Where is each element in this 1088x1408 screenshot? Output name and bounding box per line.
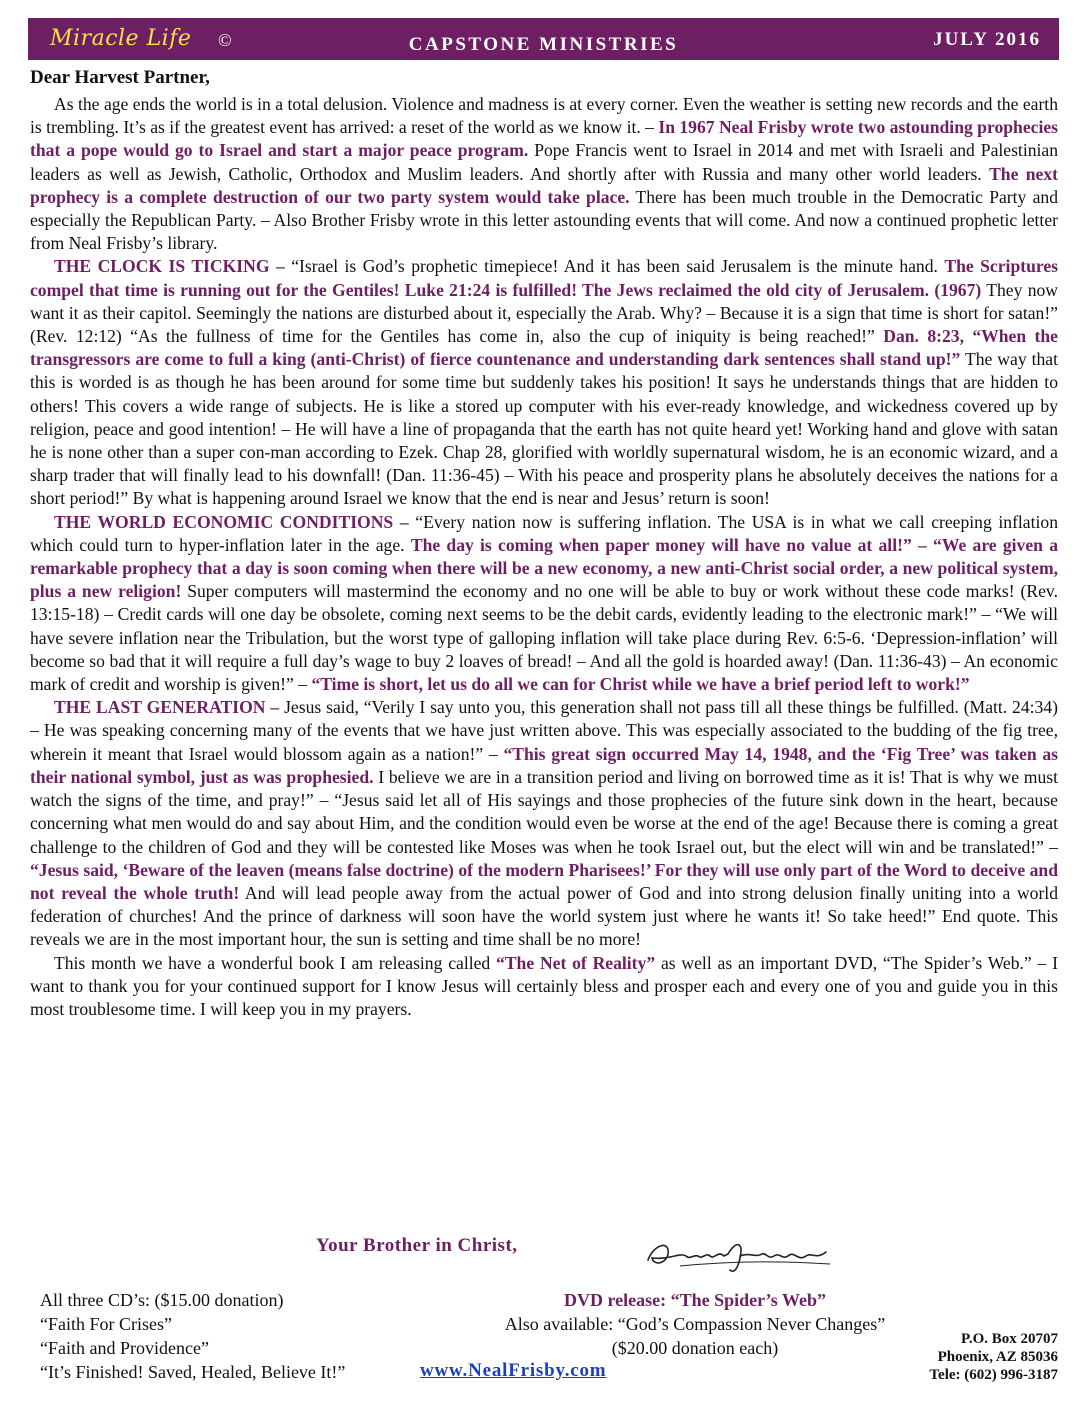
- mailing-address: [929, 1330, 1058, 1384]
- highlighted-text: The day is coming when paper money will have no value at all!” – “We are given a remarkable prophecy that a day is soon coming when there will be a new economy, a new anti-Christ social order, a new political system, plus a new religion!: [30, 534, 1059, 602]
- dvd-offer: [470, 1288, 920, 1360]
- body-text: They now want it as their capitol. Seemingly the nations are disturbed about it, especially the Arab. Why? – Because it is a sign that time is short for satan!” (Rev. 12:12) “As the fullness of time for the Gentiles has come in, also the cup of iniquity is being reached!”: [30, 279, 1058, 347]
- brand-logo: Miracle Life: [50, 26, 192, 51]
- highlighted-text: In 1967 Neal Frisby wrote two astounding prophecies that a pope would go to Israel and start a major peace program.: [30, 117, 1058, 161]
- body-text: “Israel is God’s prophetic timepiece! And it has been said Jerusalem is the minute hand.: [284, 256, 945, 277]
- phone-number: Tele: (602) 996-3187: [929, 1367, 1058, 1383]
- greeting: Dear Harvest Partner,: [30, 67, 210, 88]
- header-bar: [28, 18, 1059, 60]
- copyright-symbol: ©: [218, 30, 232, 50]
- highlighted-text: “This great sign occurred May 14, 1948, and the ‘Fig Tree’ was taken as their national symbol, just as was prophesied.: [30, 743, 1058, 787]
- cd-heading: All three CD’s: ($15.00 donation): [40, 1290, 284, 1310]
- body-text: And will lead people away from the actual power of God and into strong delusion finally uniting into a world federation of churches! And the prince of darkness will soon have the world system just where he wants it! So take heed!” End quote. This reveals we are in the most important hour, the sun is setting and time shall be no more!: [30, 882, 1058, 950]
- cd-item: “It’s Finished! Saved, Healed, Believe It!”: [40, 1362, 346, 1382]
- letter-paragraph: [30, 696, 1058, 951]
- highlighted-text: THE LAST GENERATION –: [54, 697, 280, 718]
- highlighted-text: The Scriptures compel that time is running out for the Gentiles! Luke 21:24 is fulfilled! The Jews reclaimed the old city of Jerusalem. (1967): [30, 256, 1059, 300]
- highlighted-text: Dan. 8:23, “When the transgressors are come to full a king (anti-Christ) of fierce countenance and understanding dark sentences shall stand up!”: [30, 326, 1058, 370]
- highlighted-text: “Time is short, let us do all we can for Christ while we have a brief period left to work!”: [311, 674, 970, 695]
- body-text: There has been much trouble in the Democratic Party and especially the Republican Party. – Also Brother Frisby wrote in this letter astounding events that will come. And now a continued prophetic letter from Neal Frisby’s library.: [30, 186, 1058, 254]
- dvd-title: DVD release: “The Spider’s Web”: [564, 1290, 826, 1310]
- address-line: Phoenix, AZ 85036: [937, 1349, 1058, 1365]
- dvd-price: ($20.00 donation each): [611, 1338, 779, 1358]
- letter-paragraph: [30, 952, 1058, 1022]
- body-text: Super computers will mastermind the economy and no one will be able to buy or work without these code marks! (Rev. 13:15-18) – Credit cards will one day be obsolete, coming next seems to be the debit cards, evidently leading to the electronic mark!” – “We will have severe inflation near the Tribulation, but the worst type of galloping inflation will take place during Rev. 6:5-6. ‘Depression-inflation’ will become so bad that it will require a full day’s wage to buy 2 loaves of bread! – And all the gold is hoarded away! (Dan. 11:36-43) – An economic mark of credit and worship is given!” –: [30, 581, 1058, 695]
- cd-item: “Faith and Providence”: [40, 1338, 209, 1358]
- dvd-also: Also available: “God’s Compassion Never Changes”: [504, 1314, 886, 1334]
- body-text: As the age ends the world is in a total delusion. Violence and madness is at every corner. Even the weather is setting new records and the earth is trembling. It’s as if the greatest event has arrived: a reset of the world as we know it. –: [30, 94, 1058, 138]
- closing: Your Brother in Christ,: [316, 1235, 518, 1256]
- address-line: P.O. Box 20707: [961, 1331, 1058, 1347]
- website-link[interactable]: www.NealFrisby.com: [420, 1360, 607, 1381]
- highlighted-text: The next prophecy is a complete destruction of our two party system would take place.: [30, 163, 1058, 207]
- issue-date: JULY 2016: [933, 29, 1041, 50]
- body-text: The way that this is worded is as though he has been around for some time but suddenly takes his position! It says he understands things that are hidden to others! This covers a wide range of subjects. He is like a stored up computer with his ever-ready knowledge, and wickedness covered up by religion, peace and good intention! – He will have a line of propaganda that the earth has not quite heard yet! Working hand and glove with satan he is none other than a super con-man according to Ezek. Chap 28, glorified with worldly supernatural wisdom, he is an economic wizard, and a sharp trader that will finally lead to his downfall! (Dan. 11:36-45) – With his peace and prosperity plans he absolutely deceives the nations for a short period!” By what is happening around Israel we know that the end is near and Jesus’ return is soon!: [30, 349, 1058, 509]
- body-text: This month we have a wonderful book I am releasing called: [54, 952, 497, 973]
- highlighted-text: “The Net of Reality”: [496, 952, 656, 973]
- highlighted-text: THE WORLD ECONOMIC CONDITIONS –: [54, 511, 409, 532]
- cd-offer: [40, 1288, 345, 1384]
- highlighted-text: “Jesus said, ‘Beware of the leaven (means false doctrine) of the modern Pharisees!’ For they will use only part of the Word to deceive and not reveal the whole truth!: [30, 859, 1058, 903]
- letter-paragraph: [30, 255, 1058, 510]
- body-text: “Every nation now is suffering inflation. The USA is in what we call creeping inflation which could turn to hyper-inflation later in the age.: [30, 511, 1058, 555]
- organization-title: CAPSTONE MINISTRIES: [408, 34, 679, 55]
- letter-paragraph: [30, 93, 1058, 255]
- letter-body: [30, 93, 1058, 1021]
- body-text: as well as an important DVD, “The Spider’s Web.” – I want to thank you for your continued support for I know Jesus will certainly bless and prosper each and every one of you and guide you in this most troublesome time. I will keep you in my prayers.: [30, 952, 1058, 1019]
- body-text: Pope Francis went to Israel in 2014 and met with Israeli and Palestinian leaders as well as Jewish, Catholic, Orthodox and Muslim leaders. And shortly after with Russia and many other world leaders.: [30, 140, 1058, 184]
- cd-item: “Faith For Crises”: [40, 1314, 172, 1334]
- body-text: I believe we are in a transition period and living on borrowed time as it is! That is why we must watch the signs of the time, and pray!” – “Jesus said let all of His sayings and those prophecies of the future sink down in the heart, because concerning what men would do and say about Him, and the condition would even be worse at the end of the age! Because there is coming a great challenge to the children of God and they will be contested like Moses was when he took Israel out, but the elect will win and be translated!” –: [30, 766, 1058, 857]
- signature: [640, 1230, 840, 1280]
- highlighted-text: THE CLOCK IS TICKING –: [54, 256, 285, 277]
- letter-paragraph: [30, 511, 1058, 697]
- body-text: Jesus said, “Verily I say unto you, this generation shall not pass till all these things be fulfilled. (Matt. 24:34) – He was speaking concerning many of the events that we have just written above. This was especially associated to the budding of the fig tree, wherein it meant that Israel would blossom again as a nation!” –: [30, 697, 1058, 764]
